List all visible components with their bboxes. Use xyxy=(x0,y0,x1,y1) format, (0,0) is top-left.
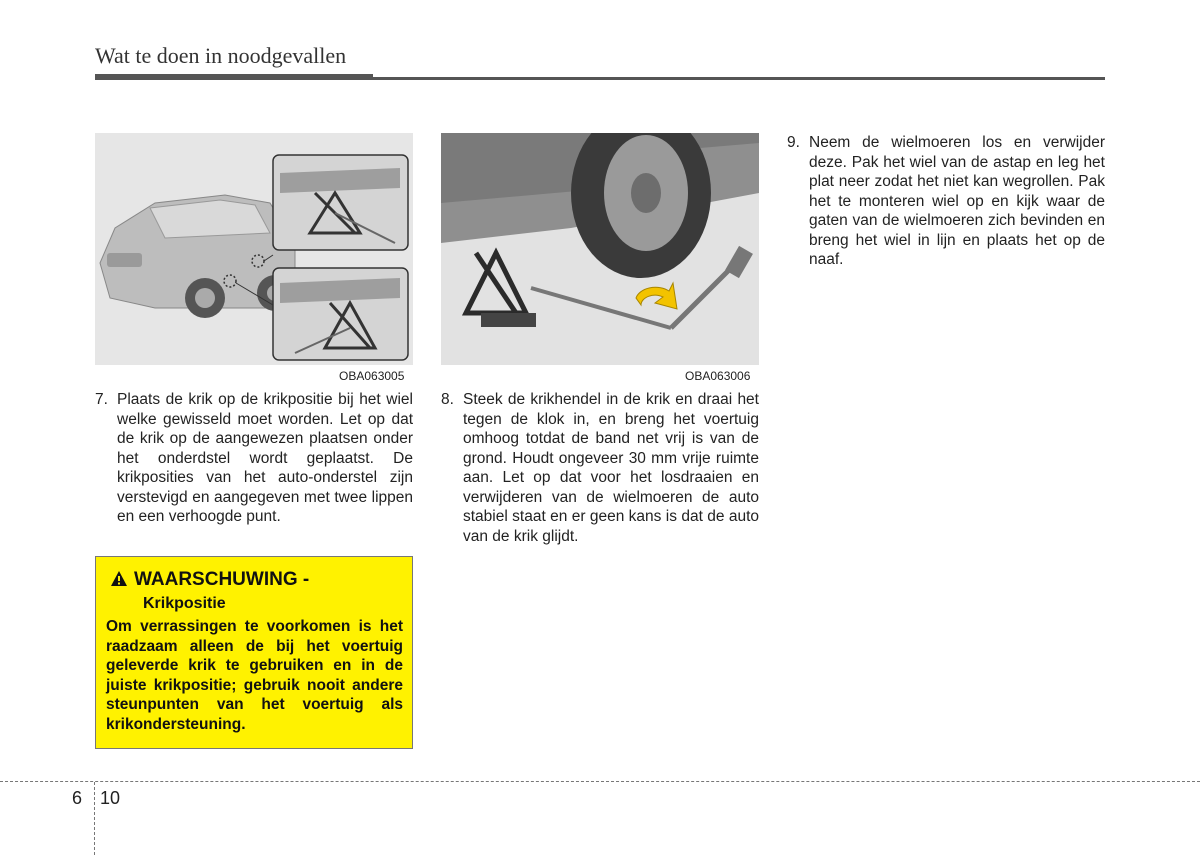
figure-code-1: OBA063005 xyxy=(339,369,405,383)
step-9-number: 9. xyxy=(787,134,800,151)
car-jack-illustration xyxy=(95,133,413,365)
figure-code-2: OBA063006 xyxy=(685,369,751,383)
step-8 xyxy=(441,390,759,546)
step-9 xyxy=(787,133,1105,270)
warning-triangle-icon xyxy=(110,570,128,593)
footer-page-number: 10 xyxy=(100,788,121,808)
warning-subheading: Krikpositie xyxy=(143,595,226,612)
figure-jack-handle xyxy=(441,133,759,365)
jack-handle-illustration xyxy=(441,133,759,365)
warning-heading xyxy=(110,569,309,593)
footer-divider xyxy=(0,781,1200,782)
step-8-number: 8. xyxy=(441,391,454,408)
warning-heading-text: WAARSCHUWING - xyxy=(134,569,310,590)
figure-jack-position xyxy=(95,133,413,365)
step-9-text: Neem de wielmoeren los en verwijder deze. Pak het wiel van de astap en leg het plat neer zodat het niet kan wegrollen. Pak het te monteren wiel op en kijk waar de gaten van de wielmoeren zich bevinden en breng het wiel in lijn en plaats het op de naaf. xyxy=(809,134,1105,268)
step-7-number: 7. xyxy=(95,391,108,408)
step-7 xyxy=(95,390,413,527)
step-7-text: Plaats de krik op de krikpositie bij het wiel welke gewisseld moet worden. Let op dat de krik op de aangewezen plaatsen onder het onderdstel wordt geplaatst. De krikposities van het auto-onderstel zijn verstevigd en aangegeven met twee lippen en een verhoogde punt. xyxy=(117,391,413,525)
step-8-text: Steek de krikhendel in de krik en draai het tegen de klok in, en breng het voertuig omhoog totdat de band net vrij is van de grond. Houdt ongeveer 30 mm vrije ruimte aan. Let op dat voor het losdraaien en verwijderen van de wielmoeren de auto stabiel staat en er geen kans is dat de auto van de krik glijdt. xyxy=(463,391,759,545)
warning-box xyxy=(95,556,413,749)
footer-vertical-divider xyxy=(94,782,95,855)
header-rule-accent xyxy=(95,74,373,80)
page-header-title: Wat te doen in noodgevallen xyxy=(95,43,347,68)
warning-text: Om verrassingen te voorkomen is het raadzaam alleen de bij het voertuig geleverde krik te gebruiken en in de juiste krikpositie; gebruik nooit andere steunpunten van het voertuig als krikondersteuning. xyxy=(106,618,403,733)
footer-section-number: 6 xyxy=(72,788,83,808)
